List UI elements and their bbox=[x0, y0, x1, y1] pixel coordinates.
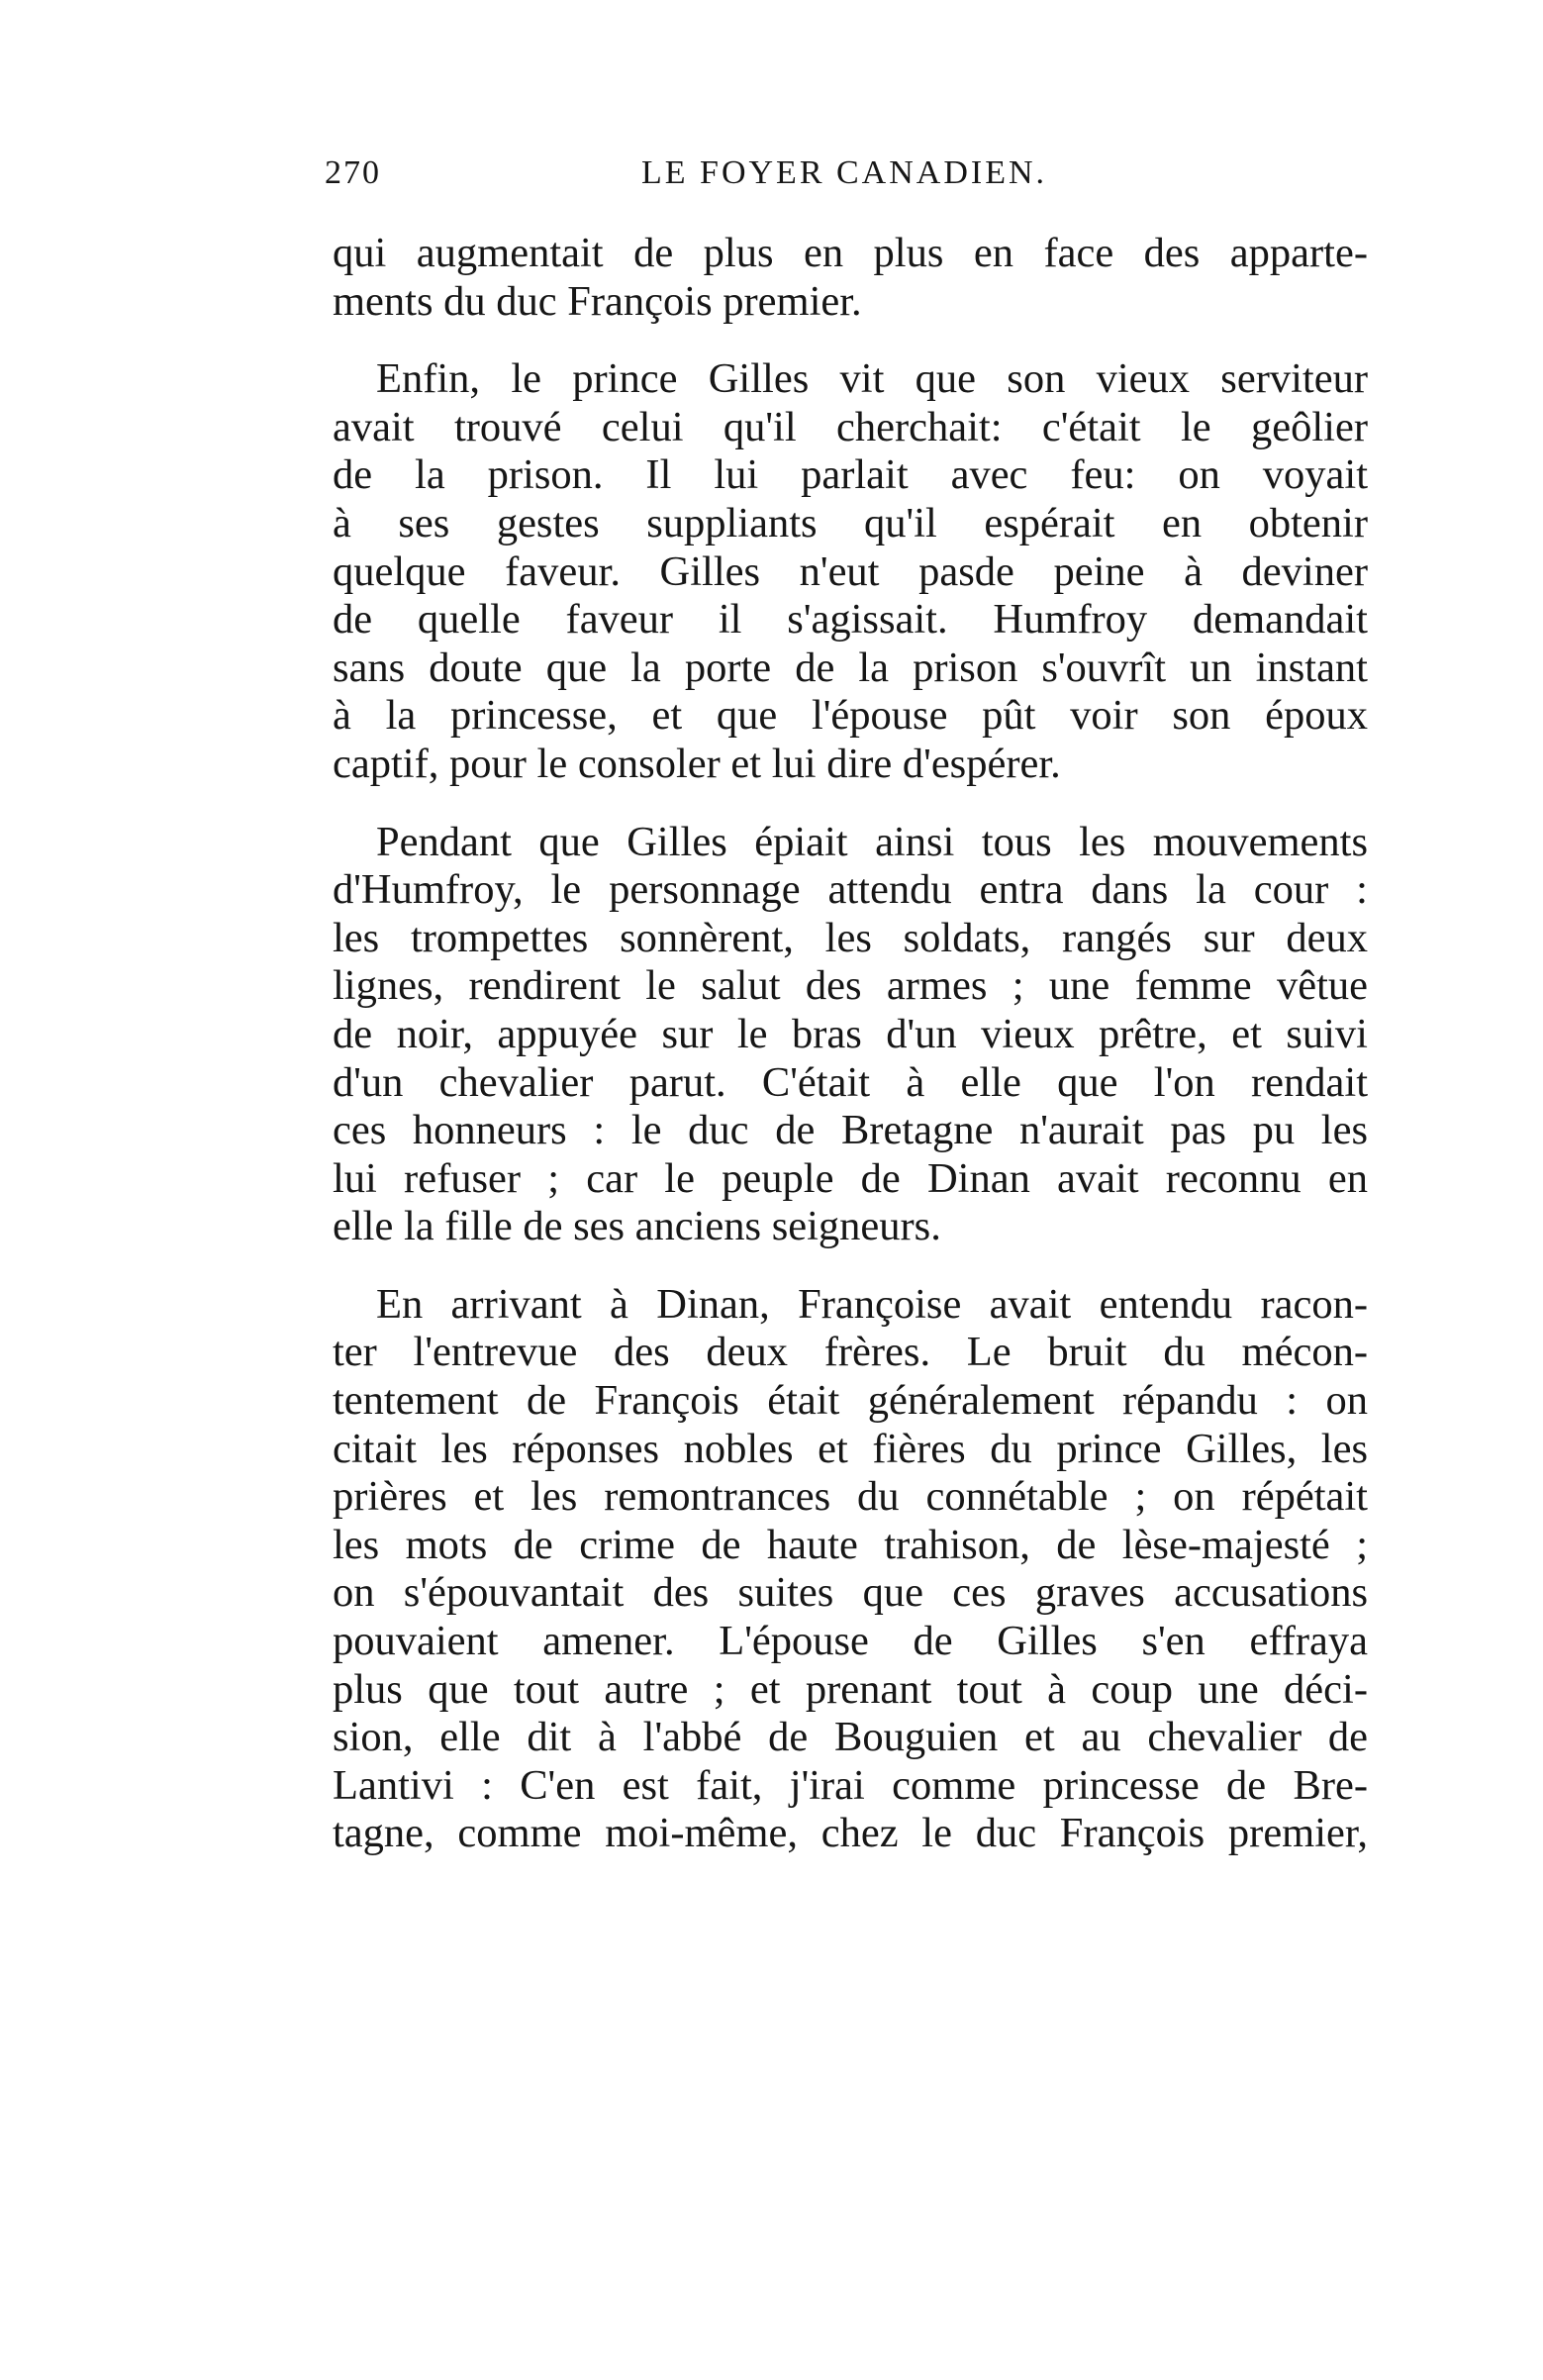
paragraph bbox=[333, 819, 1368, 1251]
page-number: 270 bbox=[325, 154, 381, 191]
text-line: elle la fille de ses anciens seigneurs. bbox=[333, 1203, 941, 1250]
paragraph-continuation bbox=[333, 230, 1368, 326]
text-line: sion, elle dit à l'abbé de Bouguien et au chevalier de bbox=[333, 1714, 1368, 1761]
text-line: tagne, comme moi-même, chez le duc François premier, bbox=[333, 1810, 1368, 1857]
text-line: Lantivi : C'en est fait, j'irai comme princesse de Bre- bbox=[333, 1761, 1368, 1809]
text-line: les mots de crime de haute trahison, de lèse-majesté ; bbox=[333, 1521, 1368, 1568]
text-line: citait les réponses nobles et fières du prince Gilles, les bbox=[333, 1425, 1368, 1472]
text-line: sans doute que la porte de la prison s'ouvrît un instant bbox=[333, 644, 1368, 691]
text-line: avait trouvé celui qu'il cherchait: c'était le geôlier bbox=[333, 403, 1368, 450]
text-line: Pendant que Gilles épiait ainsi tous les mouvements bbox=[376, 818, 1368, 865]
text-line: lignes, rendirent le salut des armes ; une femme vêtue bbox=[333, 962, 1368, 1010]
paragraph bbox=[333, 1281, 1368, 1858]
body-text bbox=[333, 230, 1368, 1858]
text-line: à la princesse, et que l'épouse pût voir son époux bbox=[333, 692, 1368, 740]
text-line: de la prison. Il lui parlait avec feu: on voyait bbox=[333, 451, 1368, 499]
text-line: d'un chevalier parut. C'était à elle que l'on rendait bbox=[333, 1058, 1368, 1106]
text-line: tentement de François était généralement répandu : on bbox=[333, 1377, 1368, 1425]
text-line: plus que tout autre ; et prenant tout à coup une déci- bbox=[333, 1665, 1368, 1713]
text-line: de noir, appuyée sur le bras d'un vieux prêtre, et suivi bbox=[333, 1010, 1368, 1057]
running-head bbox=[325, 154, 1368, 198]
text-line: on s'épouvantait des suites que ces graves accusations bbox=[333, 1569, 1368, 1617]
text-line: qui augmentait de plus en plus en face des apparte- bbox=[333, 230, 1368, 276]
text-line: ments du duc François premier. bbox=[333, 277, 862, 325]
paragraph bbox=[333, 355, 1368, 788]
text-line: de quelle faveur il s'agissait. Humfroy demandait bbox=[333, 596, 1368, 644]
text-line: à ses gestes suppliants qu'il espérait en obtenir bbox=[333, 499, 1368, 546]
text-line: captif, pour le consoler et lui dire d'espérer. bbox=[333, 740, 1061, 787]
text-line: Enfin, le prince Gilles vit que son vieux serviteur bbox=[376, 355, 1368, 403]
text-line: pouvaient amener. L'épouse de Gilles s'en effraya bbox=[333, 1618, 1368, 1665]
running-title: LE FOYER CANADIEN. bbox=[641, 154, 1048, 191]
text-line: les trompettes sonnèrent, les soldats, rangés sur deux bbox=[333, 914, 1368, 961]
text-line: En arrivant à Dinan, Françoise avait entendu racon- bbox=[376, 1280, 1368, 1328]
text-line: ter l'entrevue des deux frères. Le bruit du mécon- bbox=[333, 1329, 1368, 1376]
text-line: ces honneurs : le duc de Bretagne n'aurait pas pu les bbox=[333, 1107, 1368, 1154]
text-line: lui refuser ; car le peuple de Dinan avait reconnu en bbox=[333, 1154, 1368, 1202]
text-line: d'Humfroy, le personnage attendu entra dans la cour : bbox=[333, 866, 1368, 914]
text-line: prières et les remontrances du connétable ; on répétait bbox=[333, 1473, 1368, 1521]
text-line: quelque faveur. Gilles n'eut pasde peine à deviner bbox=[333, 547, 1368, 595]
